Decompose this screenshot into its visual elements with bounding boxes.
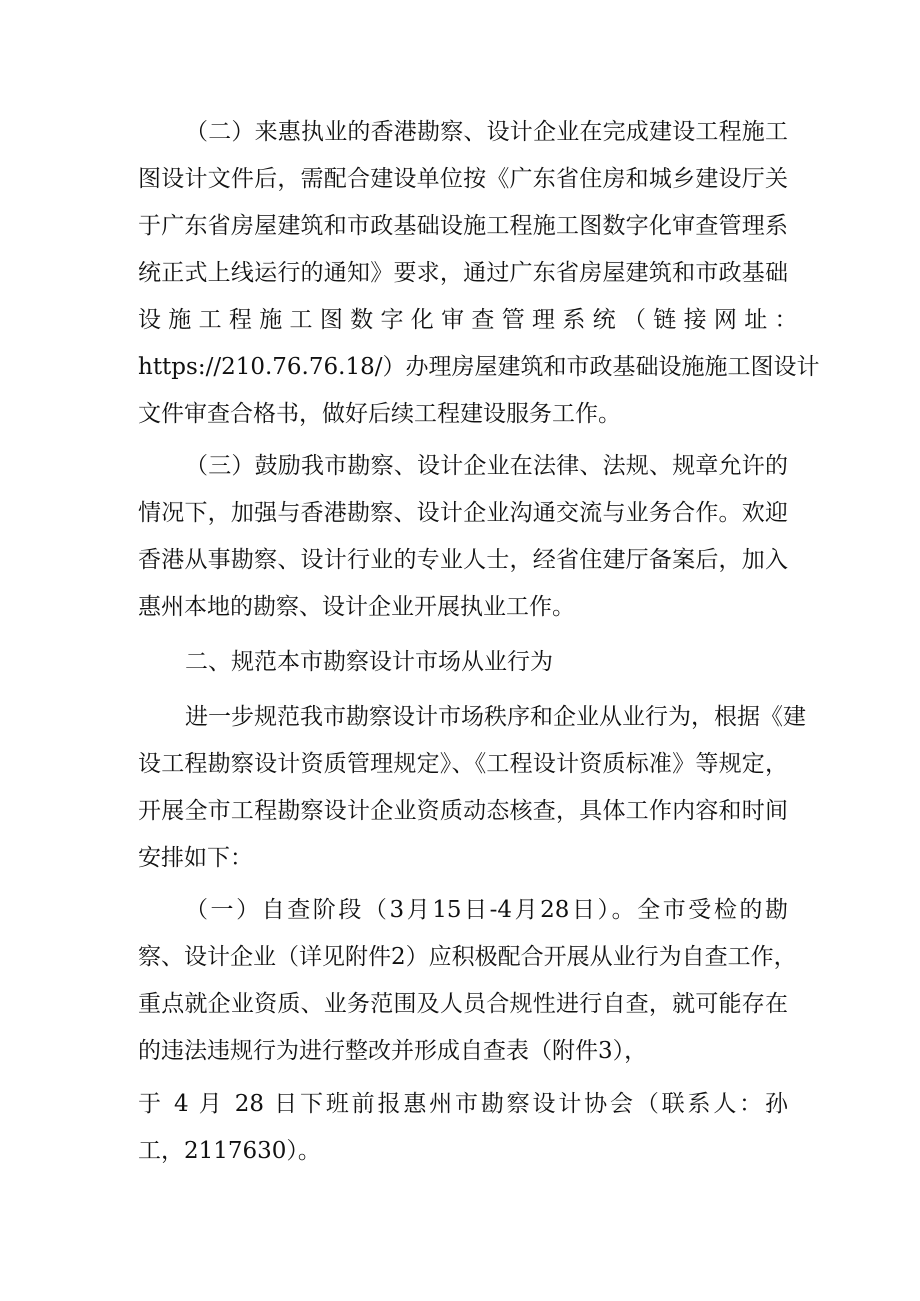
section-heading: 二、规范本市勘察设计市场从业行为: [185, 649, 553, 675]
paragraph-3-line-2: 情况下，加强与香港勘察、设计企业沟通交流与业务合作。欢迎: [138, 500, 788, 526]
stage-1-line-3: 重点就企业资质、业务范围及人员合规性进行自查，就可能存在: [138, 991, 788, 1017]
paragraph-3-line-1: （三）鼓励我市勘察、设计企业在法律、法规、规章允许的: [185, 453, 788, 479]
intro-line-2: 设工程勘察设计资质管理规定》、《工程设计资质标准》等规定，: [138, 751, 788, 777]
paragraph-2-line-4: 统正式上线运行的通知》要求，通过广东省房屋建筑和市政基础: [138, 260, 788, 286]
stage-1-line-4: 的违法违规行为进行整改并形成自查表（附件3），: [138, 1038, 648, 1064]
stage-1-line-2: 察、设计企业（详见附件2）应积极配合开展从业行为自查工作，: [138, 944, 797, 970]
stage-1-line-6: 工，2117630）。: [138, 1138, 321, 1164]
paragraph-2-line-2: 图设计文件后，需配合建设单位按《广东省住房和城乡建设厅关: [138, 166, 788, 192]
paragraph-2-line-5: 设 施 工 程 施 工 图 数 字 化 审 查 管 理 系 统 （ 链 接 网 址 ：: [138, 307, 798, 333]
intro-line-4: 安排如下：: [138, 845, 253, 871]
paragraph-2-line-1: （二）来惠执业的香港勘察、设计企业在完成建设工程施工: [185, 119, 788, 145]
stage-1-line-5: 于 4 月 28 日下班前报惠州市勘察设计协会（联系人：孙: [138, 1091, 788, 1117]
intro-line-3: 开展全市工程勘察设计企业资质动态核查，具体工作内容和时间: [138, 798, 788, 824]
paragraph-2-line-6: https://210.76.76.18/）办理房屋建筑和市政基础设施施工图设计: [138, 354, 820, 380]
stage-1-line-1: （一）自查阶段（3月15日-4月28日）。全市受检的勘: [185, 897, 788, 923]
paragraph-3-line-3: 香港从事勘察、设计行业的专业人士，经省住建厅备案后，加入: [138, 547, 788, 573]
paragraph-2-line-3: 于广东省房屋建筑和市政基础设施工程施工图数字化审查管理系: [138, 213, 788, 239]
paragraph-2-line-7: 文件审查合格书，做好后续工程建设服务工作。: [138, 401, 621, 427]
intro-line-1: 进一步规范我市勘察设计市场秩序和企业从业行为，根据《建: [185, 704, 806, 730]
paragraph-3-line-4: 惠州本地的勘察、设计企业开展执业工作。: [138, 594, 575, 620]
